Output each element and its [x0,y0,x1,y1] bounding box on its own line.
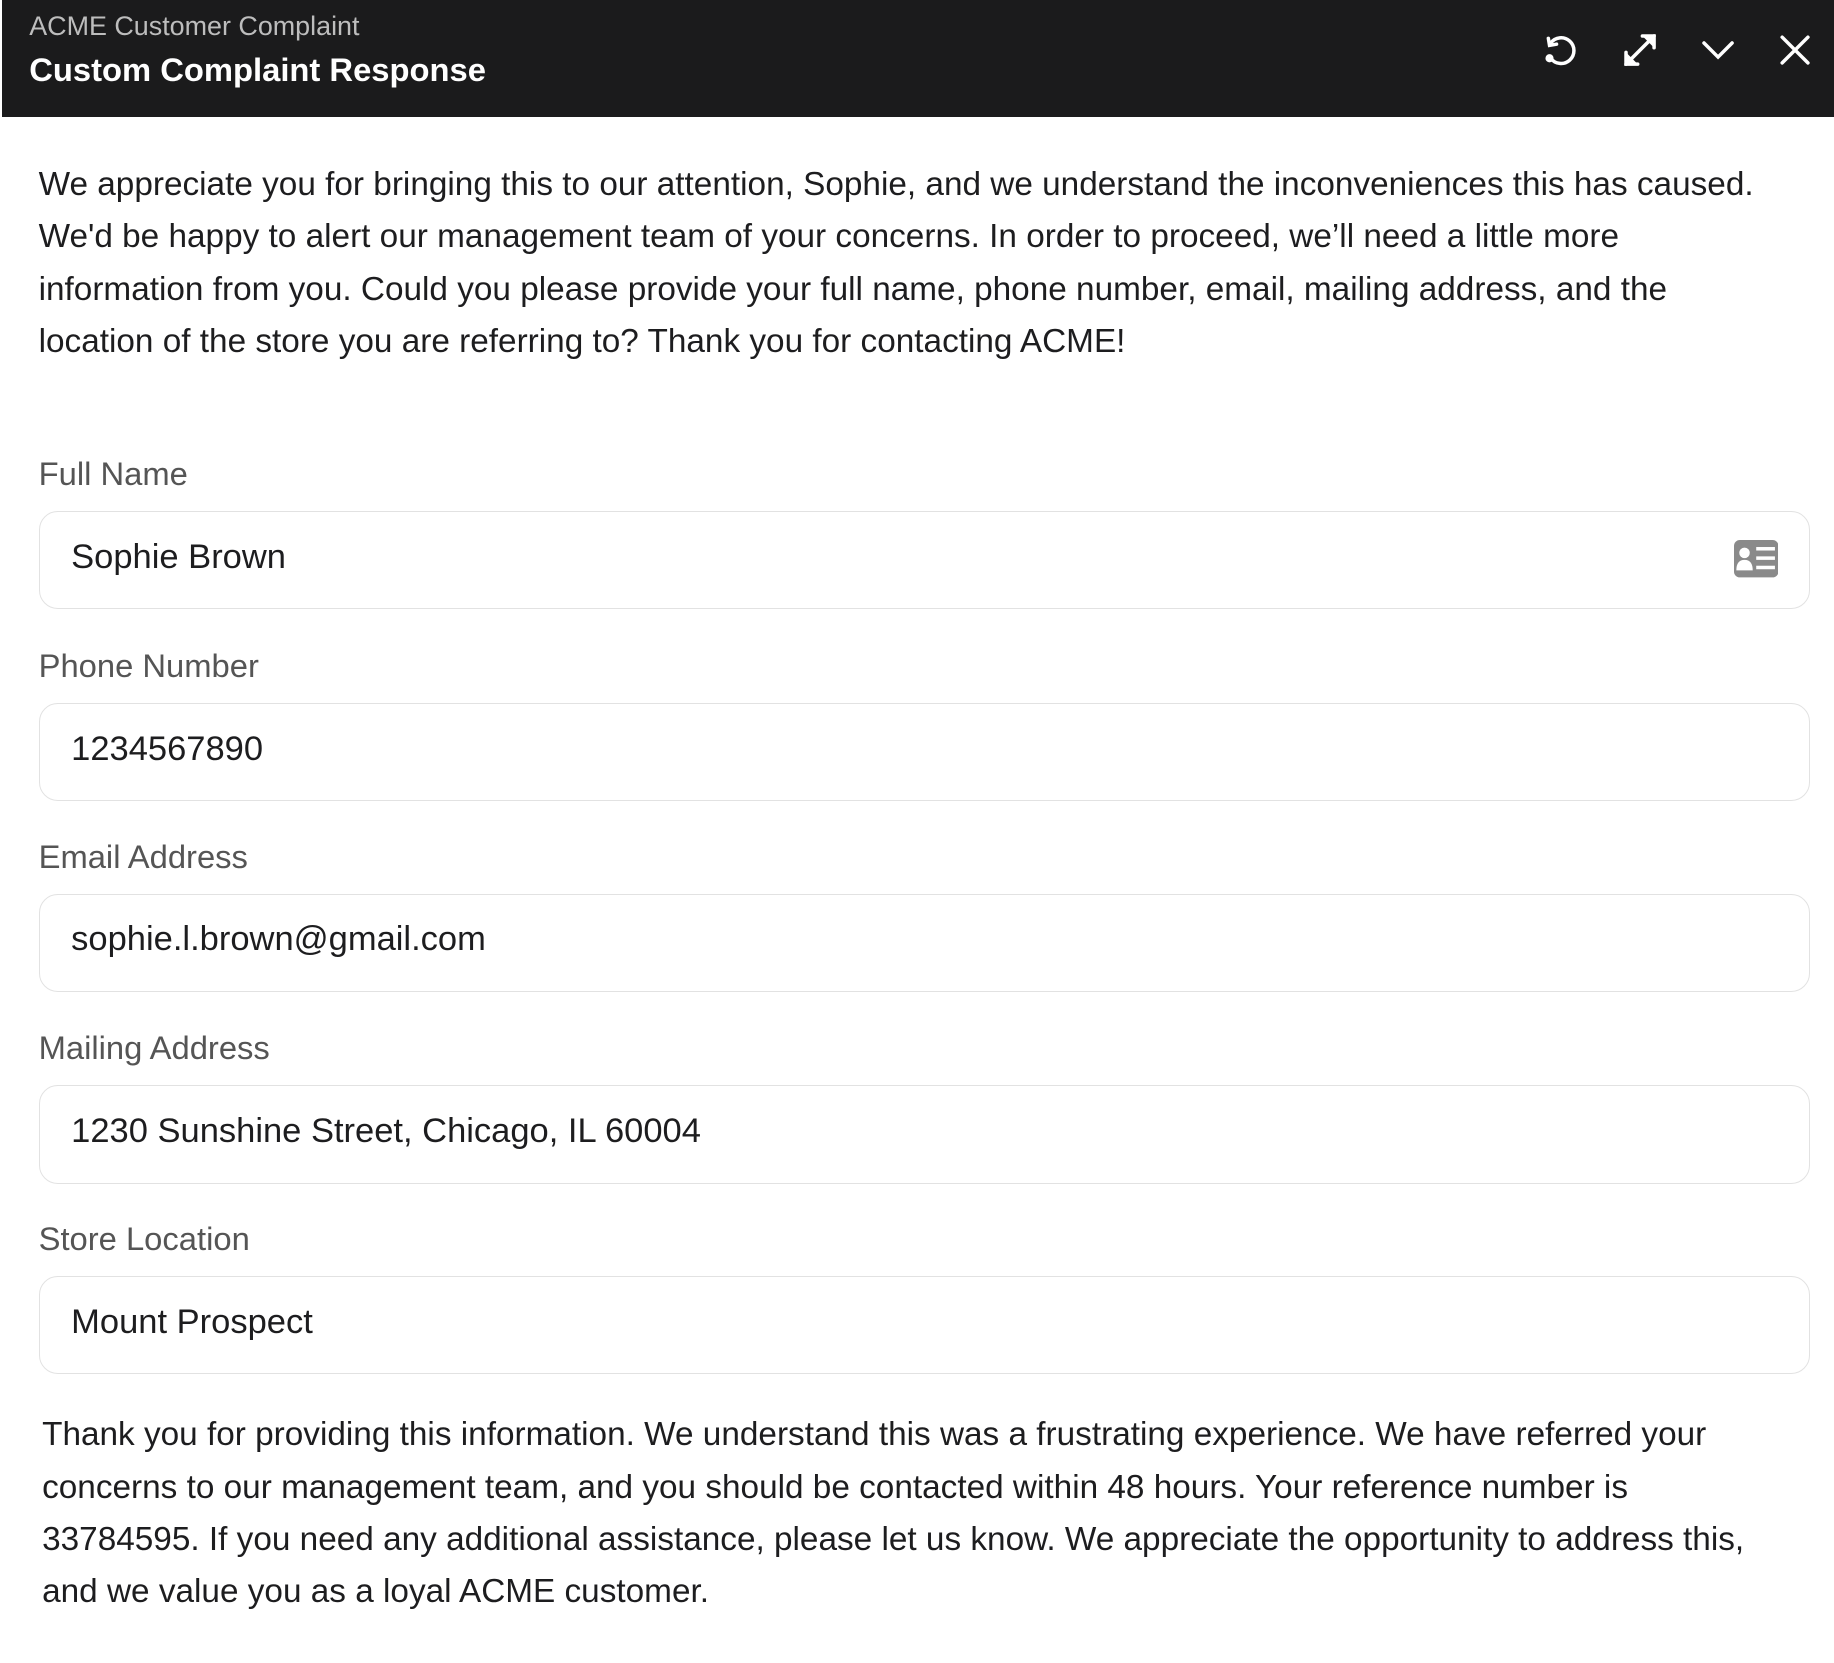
panel-title: Custom Complaint Response [29,51,486,89]
panel-header [2,0,1834,117]
full-name-value: Sophie Brown [71,537,286,576]
store-location-field[interactable] [39,1276,1810,1374]
phone-number-label: Phone Number [38,646,259,684]
intro-message: We appreciate you for bringing this to our attention, Sophie, and we understand the inconveniences this has caused. We'd be happy to alert our management team of your concerns. In order to proceed, we’ll need a little more information from you. Could you please provide your full name, phone number, email, mailing address, and the location of the store you are referring to? Thank you for contacting ACME! [38,166,1754,360]
expand-icon[interactable] [1619,29,1661,71]
phone-number-value: 1234567890 [71,729,264,768]
store-location-value: Mount Prospect [71,1302,313,1341]
full-name-field[interactable] [39,511,1810,609]
email-address-value: sophie.l.brown@gmail.com [71,920,486,959]
mailing-address-label: Mailing Address [38,1029,270,1067]
contact-card-icon[interactable] [1734,540,1778,582]
panel-subtitle: ACME Customer Complaint [29,10,360,41]
mailing-address-value: 1230 Sunshine Street, Chicago, IL 60004 [71,1112,701,1151]
mailing-address-field[interactable] [39,1085,1810,1183]
chevron-down-icon[interactable] [1697,29,1739,71]
email-address-field[interactable] [39,894,1810,992]
full-name-label: Full Name [38,455,188,492]
store-location-label: Store Location [38,1219,250,1257]
refresh-icon[interactable] [1539,29,1581,71]
close-icon[interactable] [1774,29,1816,71]
phone-number-field[interactable] [39,703,1810,801]
closing-message: Thank you for providing this information. We understand this was a frustrating experience. We have referred your concerns to our management team, and you should be contacted within 48 hours. Your reference number is 33784595. If you need any additional assistance, please let us know. We appreciate the opportunity to address this, and we value you as a loyal ACME customer. [42,1416,1745,1611]
email-address-label: Email Address [38,837,248,875]
